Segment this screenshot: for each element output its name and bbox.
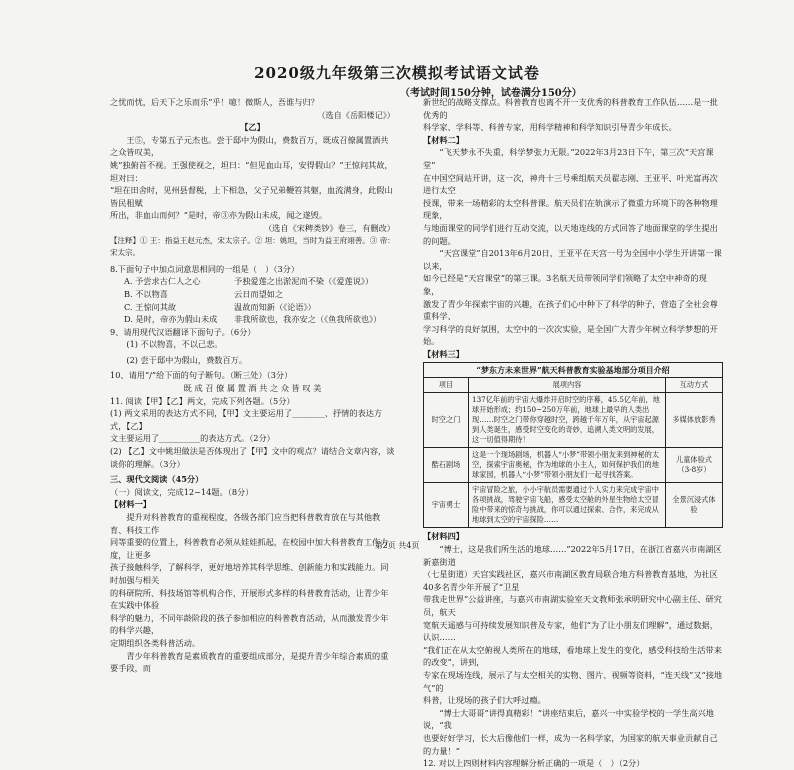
source-note: （选自《岳阳楼记》） (317, 109, 395, 120)
question-8: 8.下面句子中加点词意思相同的一组是（ ）（3分） (110, 263, 300, 274)
question-9-2: (2) 尝于邸中为假山，费数百万。 (126, 354, 248, 365)
text-line: 学习科学的良好氛围，太空中的一次次实验，是全国广大青少年树立科学梦想的开始。 (423, 323, 718, 347)
table-cell: 酷石剧场 (424, 448, 469, 483)
material-four-label: 【材料四】 (423, 531, 464, 542)
text-line: “飞天梦永不失重，科学梦张力无限。”2022年3月23日下午，第三次“天宫课堂” (423, 147, 714, 170)
table-cell: 多媒体放影秀 (666, 393, 723, 448)
table-cell: 宇宙勇士 (424, 483, 469, 528)
question-9: 9、请用现代汉语翻译下面句子。（6分） (110, 326, 256, 337)
text-line: 激发了青少年探索宇宙的兴趣，在孩子们心中种下了科学的种子，营造了全社会尊重科学、 (423, 298, 718, 322)
text-line: 与地面课堂的同学们进行互动交流，以天地连线的方式回答了地面课堂的学生提出的问题。 (423, 222, 718, 246)
text-line: 同等重要的位置上，科普教育必须从娃娃抓起，在校园中加大科普教育工作力度，让更多 (110, 537, 389, 560)
right-column (423, 96, 723, 770)
question-11-1: (1) 两文采用的表达方式不同，【甲】文主要运用了________、抒情的表达方式，【乙】 (110, 408, 383, 431)
table-row (424, 448, 723, 483)
material-two-label: 【材料二】 (423, 134, 464, 145)
option-b-right: 云日而望如之 (234, 288, 284, 299)
option-c-right: 温故而知新（《论语》） (234, 301, 316, 312)
question-11-2: (2) 【乙】文中姚坦做法是否体现出了【甲】文中的观点？请结合文章内容，谈谈你的理解。（3分） (110, 446, 395, 469)
exam-title: 2020级九年级第三次模拟考试语文试卷 (254, 64, 540, 82)
section-heading: 【乙】 (240, 122, 265, 133)
text-line: 青少年科普教育是素质教育的重要组成部分，是提升青少年综合素质的重要手段，而 (110, 650, 389, 674)
question-10-sentence: 既 成 召 僚 属 置 酒 共 之 众 皆 叹 美 (183, 383, 322, 394)
text-line: 科学家、学科等、科普专家，用科学精神和科学知识引导青少年成长。 (423, 122, 677, 133)
section-three-heading: 三、现代文阅读（45分） (110, 474, 204, 485)
text-line: “博士，这是我们所生活的地球……”2022年5月17日，在浙江省嘉兴市南湖区新嘉街道 (423, 544, 722, 567)
table-cell: 宇宙冒险之旅，小小宇航员需要通过个人实力来完成宇宙中各项挑战，驾驶宇宙飞船，感受太空舱的外星生物给太空冒险中带来的惊奇与挑战，你可以通过探索、合作，来完成从地球到太空的宇宙探险…… (469, 483, 666, 528)
activity-table (423, 362, 723, 528)
text-line: 所出，非血山而何？”是时，帝③亦为假山未成，闻之遂毁。 (110, 210, 328, 221)
text-line: 授课，带来一场精彩的太空科普课。航天员们在轨演示了微重力环境下的各种物理现象， (423, 197, 718, 221)
text-line: 姚”独俯首不视。王强使视之，坦曰：“但见血山耳，安得假山？”王惊问其故，坦对曰： (110, 159, 393, 183)
text-line: 之忧而忧，后天下之乐而乐”乎！噫！微斯人，吾谁与归？ (110, 97, 319, 107)
text-line: 王⑤，专第五子元杰也。尝于邸中为假山，费数百万，既成召僚属置酒共之众皆叹美， (110, 134, 389, 158)
table-cell: 137亿年前的宇宙大爆炸开启时空的序幕，45.5亿年前，地球开始形成；约150~250万年前，地球上最早的人类出现……时空之门带你穿越时空，跨越千年万年，从宇宙起源到人类诞生，感受时空变化的奇妙，追溯人类文明的发展，这一切值得期待！ (469, 393, 666, 448)
header-method: 互动方式 (666, 378, 723, 393)
option-a-left: A. 予尝求古仁人之心 (124, 276, 201, 287)
question-11-1-cont: 文主要运用了__________的表达方式。（2分） (110, 433, 275, 444)
text-line: 科普，让现场的孩子们大呼过瘾。 (423, 695, 546, 706)
text-line: “博士大哥哥”讲得真精彩！”讲座结束后，嘉兴一中实验学校的一学生高兴地说，“我 (423, 707, 714, 731)
table-cell: 时空之门 (424, 393, 469, 448)
question-10: 10、请用“/”给下面的句子断句。（断三处）（3分） (110, 370, 293, 381)
text-line: 如今已经是“天宫课堂”的第三课。3名航天员带领同学们领略了太空中神奇的现象， (423, 273, 707, 296)
text-line: 宽航天遥感与可持续发展知识普及专家，他们“为了让小朋友们理解”，通过数据，认识…… (423, 619, 718, 643)
option-c-left: C. 王惊问其故 (124, 301, 177, 312)
text-line: “天宫课堂”自2013年6月20日，王亚平在天宫一号为全国中小学生开讲第一课以来， (423, 248, 722, 271)
material-three-label: 【材料三】 (423, 348, 464, 359)
text-line: 也要好好学习，长大后像他们一样，成为一名科学家，为国家的航天事业贡献自己的力量！” (423, 732, 718, 756)
table-row (424, 483, 723, 528)
question-12: 12. 对以上四则材料内容理解分析正确的一项是（ ）（2分） (423, 758, 645, 769)
table-cell: 全景沉浸式体验 (666, 483, 723, 528)
text-line: 的科研院所、科技场馆等机构合作，开展形式多样的科普教育活动，让青少年在实践中体验 (110, 587, 389, 611)
text-line: 在中国空间站开讲，这一次，神舟十三号乘组航天员翟志刚、王亚平、叶光富再次进行太空 (423, 172, 718, 196)
header-project: 项目 (424, 378, 469, 393)
text-line: 提升对科普教育的重视程度，各级各部门应当把科普教育放在与其他教育、科技工作 (110, 512, 381, 535)
question-8-options (110, 275, 395, 325)
page-number: 第2页 共4页 (374, 541, 420, 550)
text-line: 带我走世界”公益讲座，与嘉兴市南湖实验室天文教师张承明研究中心副主任、研究员，航天 (423, 594, 722, 618)
table-title: “梦东方未来世界”航天科普教育实验基地部分项目介绍 (424, 363, 723, 378)
option-a-right: 予独爱莲之出淤泥而不染（《爱莲说》） (234, 276, 374, 287)
source-note: （选自《宋稗类钞》卷三，有删改） (263, 222, 395, 233)
text-line: 孩子接触科学，了解科学，更好地培养其科学思维、创新能力和实践能力。同时加强与相关 (110, 562, 389, 585)
text-line: “坦在田舍时，见州县督税，上下相急，父子兄弟鞭笞其躯，血流满身，此假山皆民租赋 (110, 185, 393, 208)
table-header-row (424, 378, 723, 393)
text-line: “我们正在从太空俯视人类所在的地球，看地球上发生的变化，感受科技给生活带来的改变”，讲到， (423, 644, 722, 668)
option-d-right: 非我所欲也，我亦安之（《鱼我所欲也》） (234, 314, 382, 325)
text-line: 定期组织各类科普活动。 (110, 637, 201, 648)
option-d-left: D. 是时，帝亦为假山未成 (124, 314, 218, 325)
text-line: （七星街道）天宫实践社区，嘉兴市南湖区教育局联合地方科普教育基地，为社区40多名青少年开展了“卫星 (423, 569, 718, 592)
text-line: 新世纪的战略支撑点。科普教育也离不开一支优秀的科普教育工作队伍……是一批优秀的 (423, 97, 718, 120)
table-row (424, 393, 723, 448)
text-line: 科学的魅力，不同年龄阶段的孩子参加相应的科普教育活动，从而激发青少年的科学兴趣， (110, 612, 389, 636)
left-column (110, 96, 395, 675)
material-one-label: 【材料一】 (110, 499, 151, 510)
table-cell: 这是一个现场剧场，机器人“小梦”带领小朋友来到神秘的太空，探索宇宙奥秘，作为地球的小主人，如何保护我们的地球家园，机器人“小梦”带领小朋友们一起寻找答案。 (469, 448, 666, 483)
subsection-heading: （一）阅读文，完成12~14题。（8分） (110, 486, 254, 497)
option-b-left: B. 不以物喜 (124, 288, 168, 299)
question-11: 11. 阅读【甲】【乙】两文，完成下列各题。（5分） (110, 395, 295, 406)
exam-subtitle: （考试时间150分钟，试卷满分150分） (400, 88, 582, 99)
table-cell: 儿童体验式（3-8岁） (666, 448, 723, 483)
text-line: 专家在现场连线，展示了与太空相关的实物、图片、视频等资料，“连天线”又“接地气”的 (423, 670, 723, 693)
header-content: 展项内容 (469, 378, 666, 393)
annotation: 【注释】① 王：指益王赵元杰，宋太宗子。② 坦：姚坦，当时为益王府翊善。③ 帝：宋太宗。 (110, 235, 395, 258)
question-9-1: (1) 不以物喜，不以己悲。 (126, 339, 223, 350)
